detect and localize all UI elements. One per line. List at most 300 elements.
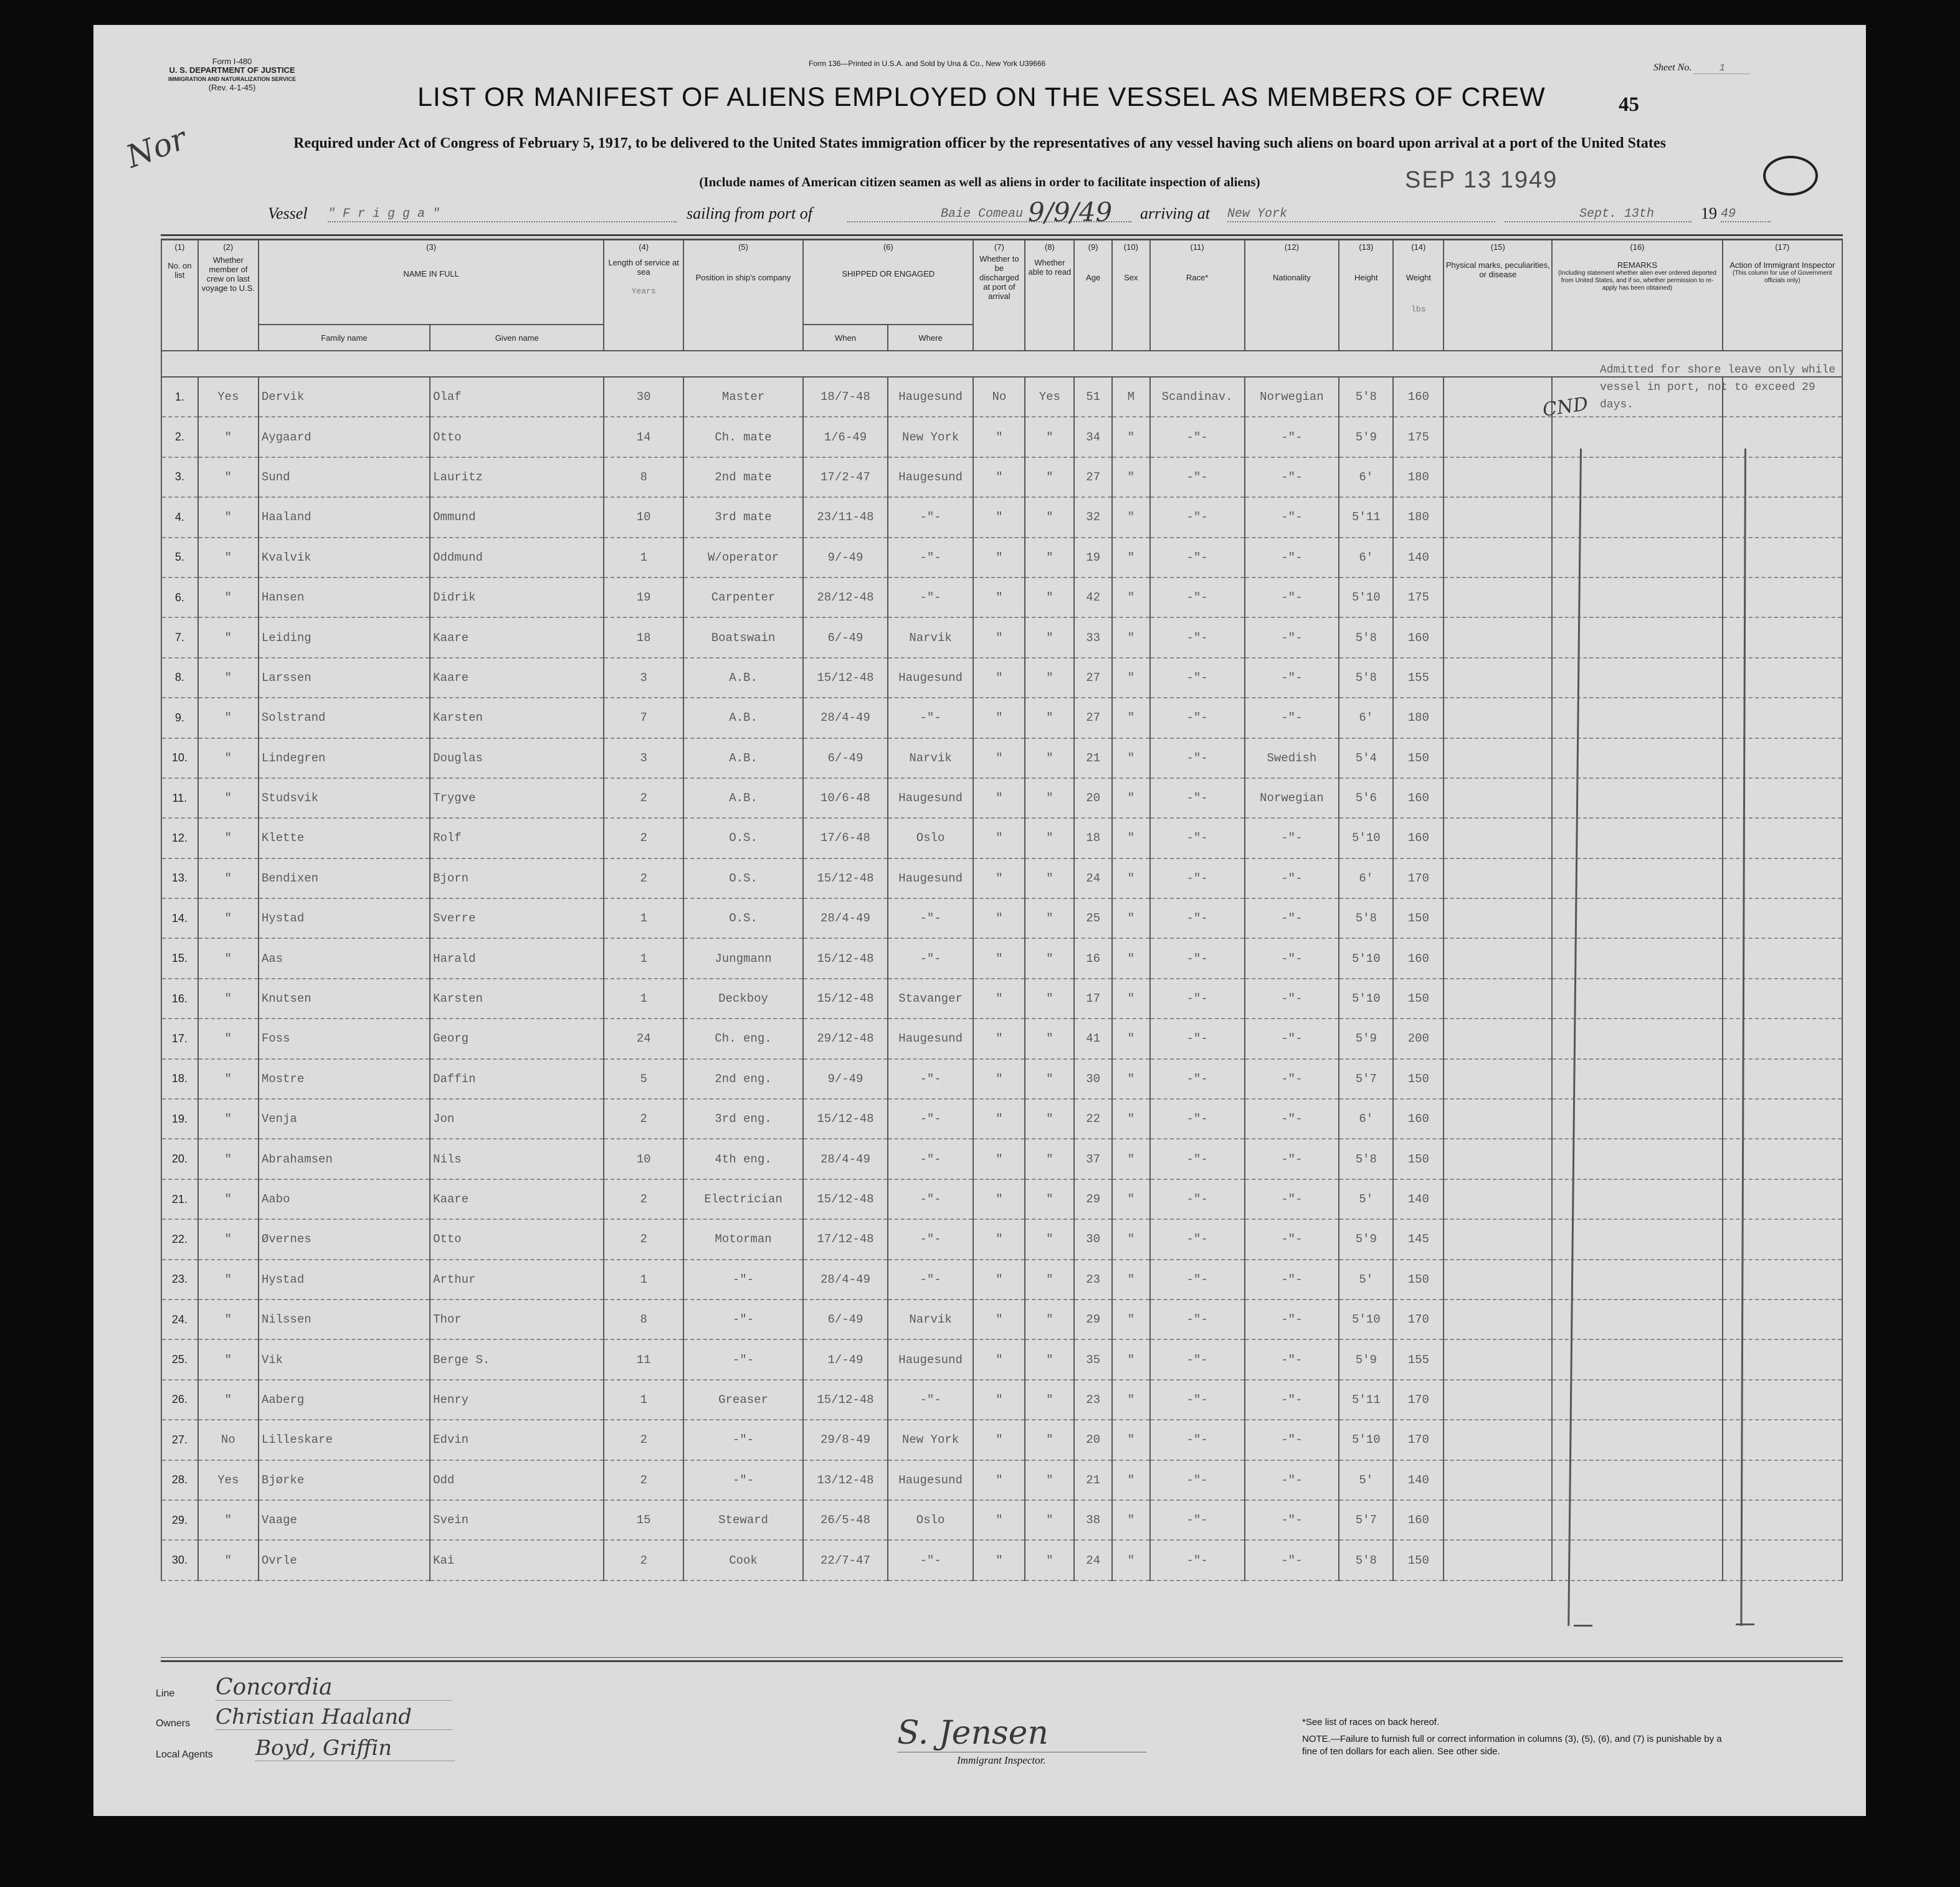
- arriving-label: arriving at: [1140, 204, 1210, 222]
- cell-position: O.S.: [683, 858, 803, 898]
- cell-remarks: [1552, 457, 1722, 497]
- cell-action: [1723, 617, 1842, 657]
- cell-prev: ": [198, 457, 259, 497]
- cell-action: [1723, 698, 1842, 738]
- col-6-num: (6): [883, 242, 893, 252]
- cell-discharge: ": [973, 1019, 1025, 1058]
- col-4-num: (4): [639, 242, 649, 252]
- cell-read: ": [1025, 938, 1074, 978]
- cell-prev: ": [198, 1380, 259, 1420]
- cell-marks: [1444, 497, 1552, 537]
- cell-remarks: [1552, 1139, 1722, 1179]
- cell-when: 9/-49: [803, 538, 888, 578]
- cell-discharge: ": [973, 1420, 1025, 1460]
- cell-sex: ": [1112, 1420, 1150, 1460]
- cell-weight: 155: [1393, 658, 1444, 698]
- cell-age: 37: [1074, 1139, 1112, 1179]
- crew-rows: [161, 377, 1842, 1580]
- cell-height: 6': [1339, 1099, 1393, 1139]
- cell-years: 1: [604, 979, 683, 1019]
- cell-position: -"-: [683, 1300, 803, 1339]
- cell-remarks: [1552, 417, 1722, 457]
- cell-read: ": [1025, 778, 1074, 818]
- cell-nationality: -"-: [1245, 1540, 1339, 1580]
- footer-agents-row: [156, 1736, 392, 1761]
- cell-given: Henry: [430, 1380, 604, 1420]
- table-row: [161, 698, 1842, 738]
- cell-nationality: Swedish: [1245, 738, 1339, 778]
- cell-when: 9/-49: [803, 1059, 888, 1099]
- cell-weight: 150: [1393, 1059, 1444, 1099]
- cell-given: Oddmund: [430, 538, 604, 578]
- cell-when: 15/12-48: [803, 1099, 888, 1139]
- cell-position: Ch. eng.: [683, 1019, 803, 1058]
- cell-years: 18: [604, 617, 683, 657]
- cell-weight: 160: [1393, 818, 1444, 858]
- cell-remarks: [1552, 1099, 1722, 1139]
- cell-weight: 150: [1393, 738, 1444, 778]
- col-name-header: [259, 240, 604, 325]
- cell-no: 18.: [161, 1059, 198, 1099]
- col-13-label: Height: [1354, 273, 1378, 282]
- cell-nationality: -"-: [1245, 1099, 1339, 1139]
- cell-sex: ": [1112, 538, 1150, 578]
- col-race-header: [1150, 240, 1245, 351]
- cell-family: Lindegren: [259, 738, 430, 778]
- cell-prev: ": [198, 1219, 259, 1259]
- form-revision: (Rev. 4-1-45): [208, 83, 256, 92]
- cell-position: -"-: [683, 1339, 803, 1379]
- cell-when: 15/12-48: [803, 858, 888, 898]
- cell-when: 10/6-48: [803, 778, 888, 818]
- cell-family: Aas: [259, 938, 430, 978]
- col-6-label: SHIPPED OR ENGAGED: [842, 269, 935, 278]
- cell-given: Harald: [430, 938, 604, 978]
- header-spacer: [161, 351, 1842, 377]
- cell-nationality: Norwegian: [1245, 377, 1339, 417]
- cell-remarks: [1552, 1179, 1722, 1219]
- cell-discharge: ": [973, 778, 1025, 818]
- cell-race: -"-: [1150, 1540, 1245, 1580]
- year-value: 49: [1721, 207, 1771, 222]
- cell-sex: ": [1112, 497, 1150, 537]
- cell-discharge: ": [973, 1219, 1025, 1259]
- cell-no: 2.: [161, 417, 198, 457]
- cell-discharge: ": [973, 898, 1025, 938]
- cell-given: Kai: [430, 1540, 604, 1580]
- cell-no: 26.: [161, 1380, 198, 1420]
- cell-where: Haugesund: [888, 1460, 974, 1500]
- cell-no: 24.: [161, 1300, 198, 1339]
- cell-marks: [1444, 658, 1552, 698]
- cell-when: 28/4-49: [803, 1139, 888, 1179]
- cell-height: 5'9: [1339, 1219, 1393, 1259]
- cell-family: Dervik: [259, 377, 430, 417]
- cell-sex: ": [1112, 1059, 1150, 1099]
- cell-where: Haugesund: [888, 858, 974, 898]
- cell-race: -"-: [1150, 457, 1245, 497]
- cell-marks: [1444, 457, 1552, 497]
- cell-years: 2: [604, 1420, 683, 1460]
- cell-years: 2: [604, 1179, 683, 1219]
- cell-when: 28/4-49: [803, 898, 888, 938]
- cell-nationality: -"-: [1245, 1460, 1339, 1500]
- cell-sex: ": [1112, 738, 1150, 778]
- col-17-sub: (This column for use of Government officials only): [1733, 270, 1832, 284]
- cell-discharge: ": [973, 457, 1025, 497]
- cell-nationality: -"-: [1245, 1019, 1339, 1058]
- col-read-header: [1025, 240, 1074, 351]
- cell-discharge: ": [973, 1500, 1025, 1540]
- cell-family: Ovrle: [259, 1540, 430, 1580]
- cell-read: ": [1025, 1059, 1074, 1099]
- cell-years: 2: [604, 1099, 683, 1139]
- cell-marks: [1444, 1059, 1552, 1099]
- owners-label: Owners: [156, 1718, 191, 1729]
- table-row: [161, 979, 1842, 1019]
- cell-action: [1723, 417, 1842, 457]
- table-row: [161, 1540, 1842, 1580]
- cell-sex: ": [1112, 1260, 1150, 1300]
- cell-where: Narvik: [888, 617, 974, 657]
- col-family-name-header: Family name: [259, 325, 430, 351]
- cell-age: 34: [1074, 417, 1112, 457]
- cell-prev: ": [198, 1540, 259, 1580]
- cell-race: -"-: [1150, 818, 1245, 858]
- cell-marks: [1444, 538, 1552, 578]
- cell-years: 24: [604, 1019, 683, 1058]
- cell-height: 6': [1339, 858, 1393, 898]
- cell-no: 30.: [161, 1540, 198, 1580]
- cell-race: -"-: [1150, 858, 1245, 898]
- cell-marks: [1444, 1339, 1552, 1379]
- cell-age: 23: [1074, 1380, 1112, 1420]
- cell-prev: ": [198, 617, 259, 657]
- cell-years: 1: [604, 898, 683, 938]
- col-11-num: (11): [1190, 242, 1204, 252]
- sailing-date-handwritten: 9/9/49: [1028, 197, 1113, 227]
- col-14-unit: lbs: [1411, 305, 1426, 314]
- cell-age: 32: [1074, 497, 1112, 537]
- cell-height: 5'4: [1339, 738, 1393, 778]
- cell-sex: ": [1112, 1380, 1150, 1420]
- cell-race: -"-: [1150, 1300, 1245, 1339]
- cell-read: ": [1025, 1300, 1074, 1339]
- cell-discharge: ": [973, 1179, 1025, 1219]
- cell-prev: ": [198, 1099, 259, 1139]
- cell-when: 28/12-48: [803, 578, 888, 617]
- cell-race: -"-: [1150, 1339, 1245, 1379]
- cell-when: 17/6-48: [803, 818, 888, 858]
- cell-prev: ": [198, 1179, 259, 1219]
- cell-no: 1.: [161, 377, 198, 417]
- cell-marks: [1444, 938, 1552, 978]
- cell-sex: M: [1112, 377, 1150, 417]
- inspector-label: Immigrant Inspector.: [957, 1754, 1046, 1766]
- cell-given: Arthur: [430, 1260, 604, 1300]
- col-action-header: [1723, 240, 1842, 351]
- cell-family: Knutsen: [259, 979, 430, 1019]
- cell-family: Øvernes: [259, 1219, 430, 1259]
- cell-height: 5'10: [1339, 1300, 1393, 1339]
- cell-years: 10: [604, 1139, 683, 1179]
- cell-family: Vik: [259, 1339, 430, 1379]
- cell-race: -"-: [1150, 979, 1245, 1019]
- table-row: [161, 497, 1842, 537]
- cell-years: 8: [604, 457, 683, 497]
- cell-where: -"-: [888, 1139, 974, 1179]
- cell-age: 25: [1074, 898, 1112, 938]
- cell-remarks: [1552, 938, 1722, 978]
- cell-no: 4.: [161, 497, 198, 537]
- cell-position: Deckboy: [683, 979, 803, 1019]
- cell-years: 2: [604, 1219, 683, 1259]
- year-prefix: 19: [1701, 204, 1717, 222]
- cell-action: [1723, 497, 1842, 537]
- cell-sex: ": [1112, 1540, 1150, 1580]
- cell-given: Jon: [430, 1099, 604, 1139]
- cell-remarks: [1552, 1380, 1722, 1420]
- cell-nationality: -"-: [1245, 497, 1339, 537]
- agents-value: Boyd, Griffin: [255, 1736, 455, 1761]
- cell-weight: 170: [1393, 858, 1444, 898]
- cell-age: 30: [1074, 1219, 1112, 1259]
- cell-age: 30: [1074, 1059, 1112, 1099]
- cell-age: 17: [1074, 979, 1112, 1019]
- cell-given: Svein: [430, 1500, 604, 1540]
- cell-prev: Yes: [198, 377, 259, 417]
- cell-remarks: [1552, 538, 1722, 578]
- table-row: [161, 1019, 1842, 1058]
- cell-sex: ": [1112, 1099, 1150, 1139]
- cell-given: Nils: [430, 1139, 604, 1179]
- cell-prev: ": [198, 938, 259, 978]
- col-15-num: (15): [1490, 242, 1505, 252]
- cell-race: -"-: [1150, 1380, 1245, 1420]
- line-value: Concordia: [216, 1675, 452, 1701]
- cell-age: 41: [1074, 1019, 1112, 1058]
- cell-no: 3.: [161, 457, 198, 497]
- cell-remarks: [1552, 1019, 1722, 1058]
- cell-prev: ": [198, 1300, 259, 1339]
- col-12-num: (12): [1284, 242, 1299, 252]
- cell-nationality: -"-: [1245, 979, 1339, 1019]
- col-16-num: (16): [1630, 242, 1645, 252]
- cell-years: 15: [604, 1500, 683, 1540]
- cell-read: ": [1025, 417, 1074, 457]
- cell-weight: 145: [1393, 1219, 1444, 1259]
- races-note: *See list of races on back hereof.: [1302, 1717, 1440, 1728]
- cell-remarks: [1552, 1260, 1722, 1300]
- col-remarks-header: [1552, 240, 1722, 351]
- cell-given: Karsten: [430, 979, 604, 1019]
- cell-sex: ": [1112, 1179, 1150, 1219]
- cell-nationality: -"-: [1245, 578, 1339, 617]
- cell-given: Didrik: [430, 578, 604, 617]
- cell-remarks: [1552, 1420, 1722, 1460]
- cell-weight: 180: [1393, 457, 1444, 497]
- cell-age: 23: [1074, 1260, 1112, 1300]
- cell-position: Steward: [683, 1500, 803, 1540]
- cell-prev: ": [198, 1260, 259, 1300]
- cell-prev: ": [198, 538, 259, 578]
- cell-marks: [1444, 1219, 1552, 1259]
- cell-when: 29/8-49: [803, 1420, 888, 1460]
- col-16-label: REMARKS: [1617, 260, 1658, 270]
- col-9-label: Age: [1086, 273, 1101, 282]
- ditto-line-remarks-end: [1574, 1625, 1592, 1627]
- cell-discharge: ": [973, 698, 1025, 738]
- cell-no: 29.: [161, 1500, 198, 1540]
- cell-age: 38: [1074, 1500, 1112, 1540]
- cell-position: 3rd mate: [683, 497, 803, 537]
- cell-no: 16.: [161, 979, 198, 1019]
- cell-position: Motorman: [683, 1219, 803, 1259]
- col-prev-voyage-header: [198, 240, 259, 351]
- cell-marks: [1444, 1300, 1552, 1339]
- cell-position: Greaser: [683, 1380, 803, 1420]
- cell-where: -"-: [888, 1260, 974, 1300]
- cell-read: ": [1025, 738, 1074, 778]
- cell-given: Rolf: [430, 818, 604, 858]
- cell-nationality: -"-: [1245, 818, 1339, 858]
- col-1-num: (1): [174, 242, 185, 252]
- cell-age: 24: [1074, 1540, 1112, 1580]
- cell-marks: [1444, 1099, 1552, 1139]
- cell-race: -"-: [1150, 658, 1245, 698]
- cell-when: 15/12-48: [803, 979, 888, 1019]
- cell-height: 5'10: [1339, 938, 1393, 978]
- cell-position: 2nd mate: [683, 457, 803, 497]
- cell-no: 8.: [161, 658, 198, 698]
- cell-family: Haaland: [259, 497, 430, 537]
- cell-marks: [1444, 1260, 1552, 1300]
- cell-weight: 175: [1393, 578, 1444, 617]
- col-2-label: Whether member of crew on last voyage to U.S.: [201, 255, 255, 293]
- cell-sex: ": [1112, 979, 1150, 1019]
- cell-remarks: [1552, 1540, 1722, 1580]
- col-4-unit: Years: [631, 287, 656, 296]
- cell-sex: ": [1112, 1139, 1150, 1179]
- cell-when: 6/-49: [803, 738, 888, 778]
- cell-nationality: -"-: [1245, 538, 1339, 578]
- cell-weight: 175: [1393, 417, 1444, 457]
- cell-read: ": [1025, 1260, 1074, 1300]
- cell-height: 5'8: [1339, 617, 1393, 657]
- cell-nationality: -"-: [1245, 698, 1339, 738]
- cell-remarks: [1552, 1059, 1722, 1099]
- cell-position: W/operator: [683, 538, 803, 578]
- cell-family: Aabo: [259, 1179, 430, 1219]
- cell-family: Leiding: [259, 617, 430, 657]
- col-13-num: (13): [1359, 242, 1374, 252]
- cell-prev: ": [198, 497, 259, 537]
- cell-no: 20.: [161, 1139, 198, 1179]
- cell-marks: [1444, 377, 1552, 417]
- form-info: [168, 57, 296, 92]
- cell-prev: ": [198, 1139, 259, 1179]
- cell-discharge: ": [973, 1260, 1025, 1300]
- table-row: [161, 1300, 1842, 1339]
- cell-years: 3: [604, 738, 683, 778]
- cell-prev: ": [198, 979, 259, 1019]
- cell-race: -"-: [1150, 1420, 1245, 1460]
- cell-height: 5'9: [1339, 1339, 1393, 1379]
- cell-position: -"-: [683, 1460, 803, 1500]
- cell-age: 24: [1074, 858, 1112, 898]
- cell-no: 17.: [161, 1019, 198, 1058]
- cell-read: ": [1025, 578, 1074, 617]
- cell-discharge: ": [973, 658, 1025, 698]
- cell-weight: 160: [1393, 778, 1444, 818]
- remarks-text: Admitted for shore leave only while vessel in port, not to exceed 29 days.: [1600, 364, 1836, 411]
- cell-given: Trygve: [430, 778, 604, 818]
- cell-where: Stavanger: [888, 979, 974, 1019]
- cell-height: 5'6: [1339, 778, 1393, 818]
- cell-years: 1: [604, 538, 683, 578]
- cell-family: Hystad: [259, 1260, 430, 1300]
- col-3-label: NAME IN FULL: [403, 269, 459, 278]
- cell-family: Bendixen: [259, 858, 430, 898]
- cell-height: 5'10: [1339, 818, 1393, 858]
- cell-marks: [1444, 1139, 1552, 1179]
- cell-discharge: ": [973, 1339, 1025, 1379]
- fine-note: [1302, 1733, 1732, 1758]
- cell-given: Douglas: [430, 738, 604, 778]
- cell-years: 14: [604, 417, 683, 457]
- cell-family: Lilleskare: [259, 1420, 430, 1460]
- cell-age: 16: [1074, 938, 1112, 978]
- col-3-num: (3): [426, 242, 437, 252]
- cell-when: 15/12-48: [803, 938, 888, 978]
- col-17-label: Action of Immigrant Inspector: [1729, 260, 1835, 270]
- cell-no: 14.: [161, 898, 198, 938]
- cell-weight: 140: [1393, 538, 1444, 578]
- cell-years: 8: [604, 1300, 683, 1339]
- cell-position: A.B.: [683, 778, 803, 818]
- cell-years: 3: [604, 658, 683, 698]
- cell-given: Kaare: [430, 617, 604, 657]
- cell-remarks: [1552, 1219, 1722, 1259]
- cell-family: Mostre: [259, 1059, 430, 1099]
- table-row: [161, 818, 1842, 858]
- cell-action: [1723, 979, 1842, 1019]
- cell-sex: ": [1112, 658, 1150, 698]
- cell-given: Kaare: [430, 658, 604, 698]
- cell-remarks: [1552, 497, 1722, 537]
- cell-family: Aaberg: [259, 1380, 430, 1420]
- cell-read: ": [1025, 698, 1074, 738]
- cell-years: 11: [604, 1339, 683, 1379]
- cell-age: 42: [1074, 578, 1112, 617]
- cell-when: 28/4-49: [803, 1260, 888, 1300]
- cell-age: 18: [1074, 818, 1112, 858]
- cell-position: Electrician: [683, 1179, 803, 1219]
- cell-no: 22.: [161, 1219, 198, 1259]
- cell-action: [1723, 1260, 1842, 1300]
- cell-race: -"-: [1150, 898, 1245, 938]
- cell-discharge: ": [973, 858, 1025, 898]
- cell-read: ": [1025, 1019, 1074, 1058]
- cell-discharge: ": [973, 1380, 1025, 1420]
- cell-age: 19: [1074, 538, 1112, 578]
- cell-when: 23/11-48: [803, 497, 888, 537]
- cell-discharge: ": [973, 497, 1025, 537]
- cell-action: [1723, 818, 1842, 858]
- cell-marks: [1444, 1460, 1552, 1500]
- cell-height: 5'9: [1339, 1019, 1393, 1058]
- cell-family: Bjørke: [259, 1460, 430, 1500]
